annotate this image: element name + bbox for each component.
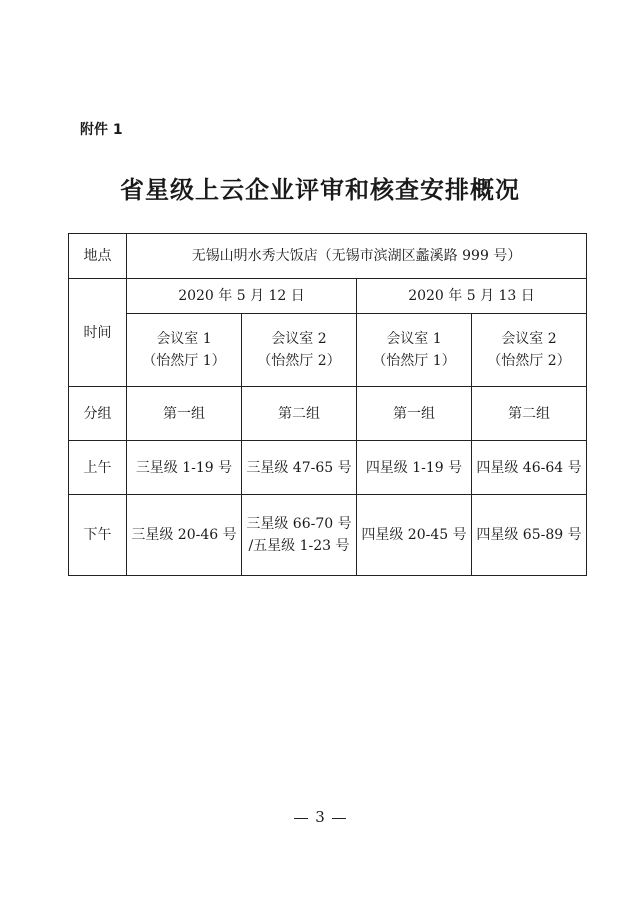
room-hall: （怡然厅 1） [142,353,226,369]
page-title: 省星级上云企业评审和核查安排概况 [120,175,520,204]
group-cell: 第二组 [242,387,357,441]
morning-cell: 三星级 1-19 号 [127,441,242,495]
afternoon-cell [357,495,472,576]
dash-right [332,818,346,819]
room-name: 会议室 1 [386,331,442,347]
afternoon-line: 三星级 20-46 号 [131,527,237,543]
table-row-afternoon [69,495,587,576]
afternoon-line: 四星级 20-45 号 [361,527,467,543]
afternoon-line: 四星级 65-89 号 [476,527,582,543]
morning-cell: 四星级 1-19 号 [357,441,472,495]
room-cell-3 [357,314,472,387]
attachment-label: 附件 1 [80,122,123,138]
date-cell-1: 2020 年 5 月 12 日 [127,279,357,314]
group-cell: 第一组 [357,387,472,441]
date-cell-2: 2020 年 5 月 13 日 [357,279,587,314]
schedule-table [68,233,587,576]
table-row-morning [69,441,587,495]
room-hall: （怡然厅 1） [372,353,456,369]
afternoon-cell [472,495,587,576]
afternoon-cell [242,495,357,576]
table-row-groups [69,387,587,441]
dash-left [294,818,308,819]
afternoon-line: /五星级 1-23 号 [248,538,350,554]
morning-cell: 四星级 46-64 号 [472,441,587,495]
room-cell-2 [242,314,357,387]
table-row-location [69,234,587,279]
group-cell: 第一组 [127,387,242,441]
morning-cell: 三星级 47-65 号 [242,441,357,495]
group-label: 分组 [69,387,127,441]
morning-label: 上午 [69,441,127,495]
afternoon-label: 下午 [69,495,127,576]
table-row-dates [69,279,587,314]
room-name: 会议室 2 [271,331,327,347]
room-name: 会议室 1 [156,331,212,347]
time-label: 时间 [69,279,127,387]
location-label: 地点 [69,234,127,279]
group-cell: 第二组 [472,387,587,441]
room-name: 会议室 2 [501,331,557,347]
page-number-value: 3 [315,808,325,826]
page-number [0,808,640,826]
room-cell-1 [127,314,242,387]
room-hall: （怡然厅 2） [257,353,341,369]
location-value: 无锡山明水秀大饭店（无锡市滨湖区蠡溪路 999 号） [127,234,587,279]
table-row-rooms [69,314,587,387]
room-cell-4 [472,314,587,387]
room-hall: （怡然厅 2） [487,353,571,369]
afternoon-line: 三星级 66-70 号 [246,516,352,532]
afternoon-cell [127,495,242,576]
